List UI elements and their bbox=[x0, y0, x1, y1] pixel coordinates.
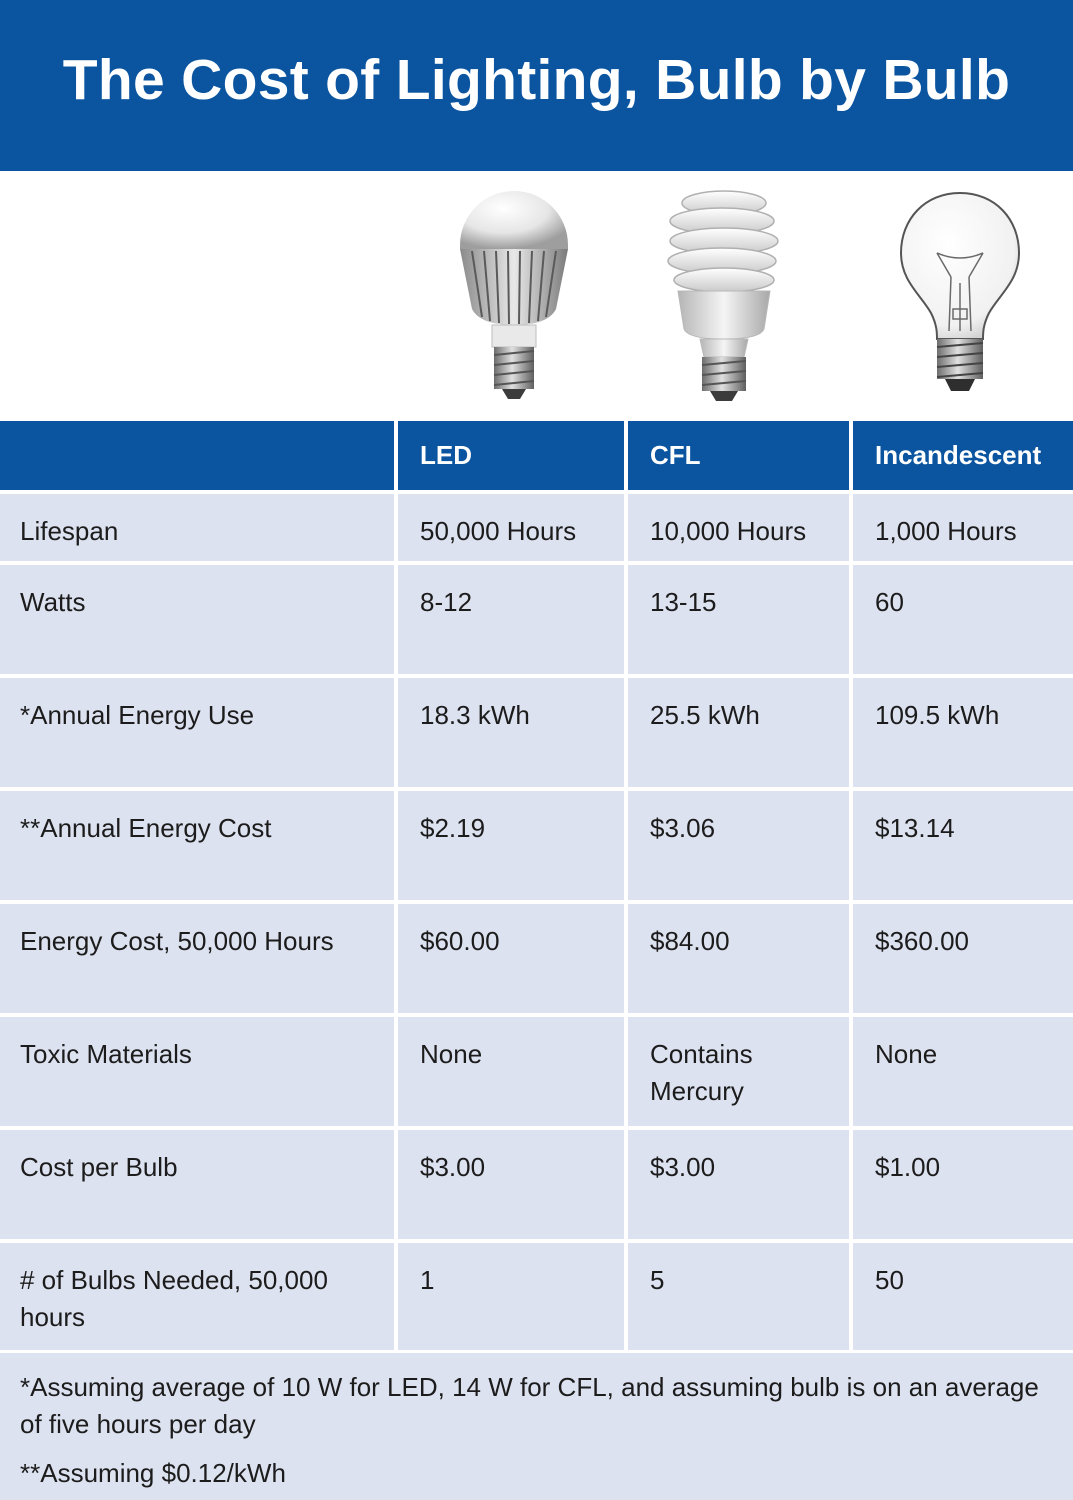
footnote-energy-use: *Assuming average of 10 W for LED, 14 W for CFL, and assuming bulb is on an average of five hours per day bbox=[20, 1372, 1039, 1439]
table-row bbox=[0, 1015, 1073, 1128]
bulb-images-row bbox=[0, 171, 1073, 421]
cell-led: 18.3 kWh bbox=[396, 676, 626, 789]
row-label: Toxic Materials bbox=[0, 1015, 396, 1128]
cell-cfl: $3.06 bbox=[626, 789, 851, 902]
cell-cfl: 10,000 Hours bbox=[626, 492, 851, 563]
cell-incandescent: 1,000 Hours bbox=[851, 492, 1073, 563]
title-banner bbox=[0, 0, 1073, 171]
table-header-row bbox=[0, 421, 1073, 492]
row-label: Energy Cost, 50,000 Hours bbox=[0, 902, 396, 1015]
footnotes bbox=[0, 1353, 1073, 1500]
row-label: # of Bulbs Needed, 50,000 hours bbox=[0, 1241, 396, 1352]
cell-led: $3.00 bbox=[396, 1128, 626, 1241]
comparison-table bbox=[0, 421, 1073, 1354]
table-row bbox=[0, 789, 1073, 902]
cell-cfl: Contains Mercury bbox=[626, 1015, 851, 1128]
cell-led: $2.19 bbox=[396, 789, 626, 902]
led-bulb-icon bbox=[452, 183, 576, 403]
cell-led: 50,000 Hours bbox=[396, 492, 626, 563]
cell-cfl: $84.00 bbox=[626, 902, 851, 1015]
header-cfl: CFL bbox=[626, 421, 851, 492]
row-label: Cost per Bulb bbox=[0, 1128, 396, 1241]
cell-incandescent: 60 bbox=[851, 563, 1073, 676]
cell-incandescent: $1.00 bbox=[851, 1128, 1073, 1241]
cell-cfl: 25.5 kWh bbox=[626, 676, 851, 789]
incandescent-bulb-icon bbox=[897, 191, 1023, 397]
row-label: Lifespan bbox=[0, 492, 396, 563]
table-row bbox=[0, 1241, 1073, 1352]
page-title: The Cost of Lighting, Bulb by Bulb bbox=[62, 47, 1011, 112]
cell-cfl: 5 bbox=[626, 1241, 851, 1352]
table-row bbox=[0, 676, 1073, 789]
cell-incandescent: $360.00 bbox=[851, 902, 1073, 1015]
row-label: **Annual Energy Cost bbox=[0, 789, 396, 902]
header-led: LED bbox=[396, 421, 626, 492]
table-row bbox=[0, 1128, 1073, 1241]
cell-incandescent: 50 bbox=[851, 1241, 1073, 1352]
cell-led: None bbox=[396, 1015, 626, 1128]
header-incandescent: Incandescent bbox=[851, 421, 1073, 492]
cell-cfl: $3.00 bbox=[626, 1128, 851, 1241]
footnote-energy-cost: **Assuming $0.12/kWh bbox=[20, 1458, 286, 1488]
table-row bbox=[0, 563, 1073, 676]
cell-led: $60.00 bbox=[396, 902, 626, 1015]
table-row bbox=[0, 492, 1073, 563]
cell-led: 8-12 bbox=[396, 563, 626, 676]
cell-incandescent: 109.5 kWh bbox=[851, 676, 1073, 789]
cell-led: 1 bbox=[396, 1241, 626, 1352]
cfl-bulb-icon bbox=[664, 189, 784, 405]
row-label: Watts bbox=[0, 563, 396, 676]
table-row bbox=[0, 902, 1073, 1015]
cell-cfl: 13-15 bbox=[626, 563, 851, 676]
row-label: *Annual Energy Use bbox=[0, 676, 396, 789]
cell-incandescent: $13.14 bbox=[851, 789, 1073, 902]
header-blank bbox=[0, 421, 396, 492]
cell-incandescent: None bbox=[851, 1015, 1073, 1128]
